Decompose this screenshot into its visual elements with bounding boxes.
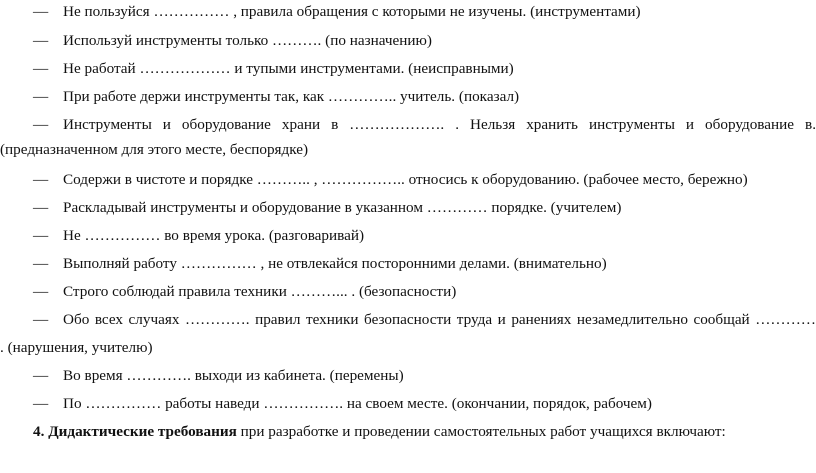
list-item-text: Строго соблюдай правила техники ………... . (безопасности) bbox=[63, 283, 457, 300]
heading-paragraph bbox=[33, 423, 726, 441]
dash-marker: — bbox=[33, 255, 49, 272]
list-item-text: Раскладывай инструменты и оборудование в указанном ………… порядке. (учителем) bbox=[63, 199, 622, 216]
dash-marker: — bbox=[33, 283, 49, 300]
dash-marker: — bbox=[33, 32, 49, 49]
heading-rest: при разработке и проведении самостоятельных работ учащихся включают: bbox=[236, 423, 726, 440]
list-item-text: Выполняй работу …………… , не отвлекайся посторонними делами. (внимательно) bbox=[63, 255, 607, 272]
continuation-text: . (нарушения, учителю) bbox=[0, 339, 153, 356]
continuation-text: (предназначенном для этого месте, беспорядке) bbox=[0, 141, 309, 158]
list-item-text: Содержи в чистоте и порядке ……….. , …………….. относись к оборудованию. (рабочее место, бережно) bbox=[63, 171, 748, 188]
heading-bold: 4. Дидактические требования bbox=[33, 423, 237, 440]
list-item-text: Не пользуйся …………… , правила обращения с которыми не изучены. (инструментами) bbox=[63, 3, 641, 20]
list-item-text: Обо всех случаях …………. правил техники безопасности труда и ранениях незамедлительно сообщай ………… bbox=[63, 311, 816, 328]
dash-marker: — bbox=[33, 3, 49, 20]
dash-marker: — bbox=[33, 395, 49, 412]
dash-marker: — bbox=[33, 171, 49, 188]
dash-marker: — bbox=[33, 116, 49, 133]
list-item-text: Инструменты и оборудование храни в ………………. . Нельзя хранить инструменты и оборудование в. bbox=[63, 116, 816, 133]
list-item-text: Не …………… во время урока. (разговаривай) bbox=[63, 227, 365, 244]
dash-marker: — bbox=[33, 367, 49, 384]
dash-marker: — bbox=[33, 60, 49, 77]
list-item-text: При работе держи инструменты так, как ………….. учитель. (показал) bbox=[63, 88, 520, 105]
dash-marker: — bbox=[33, 88, 49, 105]
dash-marker: — bbox=[33, 199, 49, 216]
list-item-text: По …………… работы наведи ……………. на своем месте. (окончании, порядок, рабочем) bbox=[63, 395, 652, 412]
list-item-text: Используй инструменты только ………. (по назначению) bbox=[63, 32, 432, 49]
list-item-text: Не работай ……………… и тупыми инструментами. (неисправными) bbox=[63, 60, 514, 77]
dash-marker: — bbox=[33, 227, 49, 244]
dash-marker: — bbox=[33, 311, 49, 328]
list-item-text: Во время …………. выходи из кабинета. (перемены) bbox=[63, 367, 404, 384]
